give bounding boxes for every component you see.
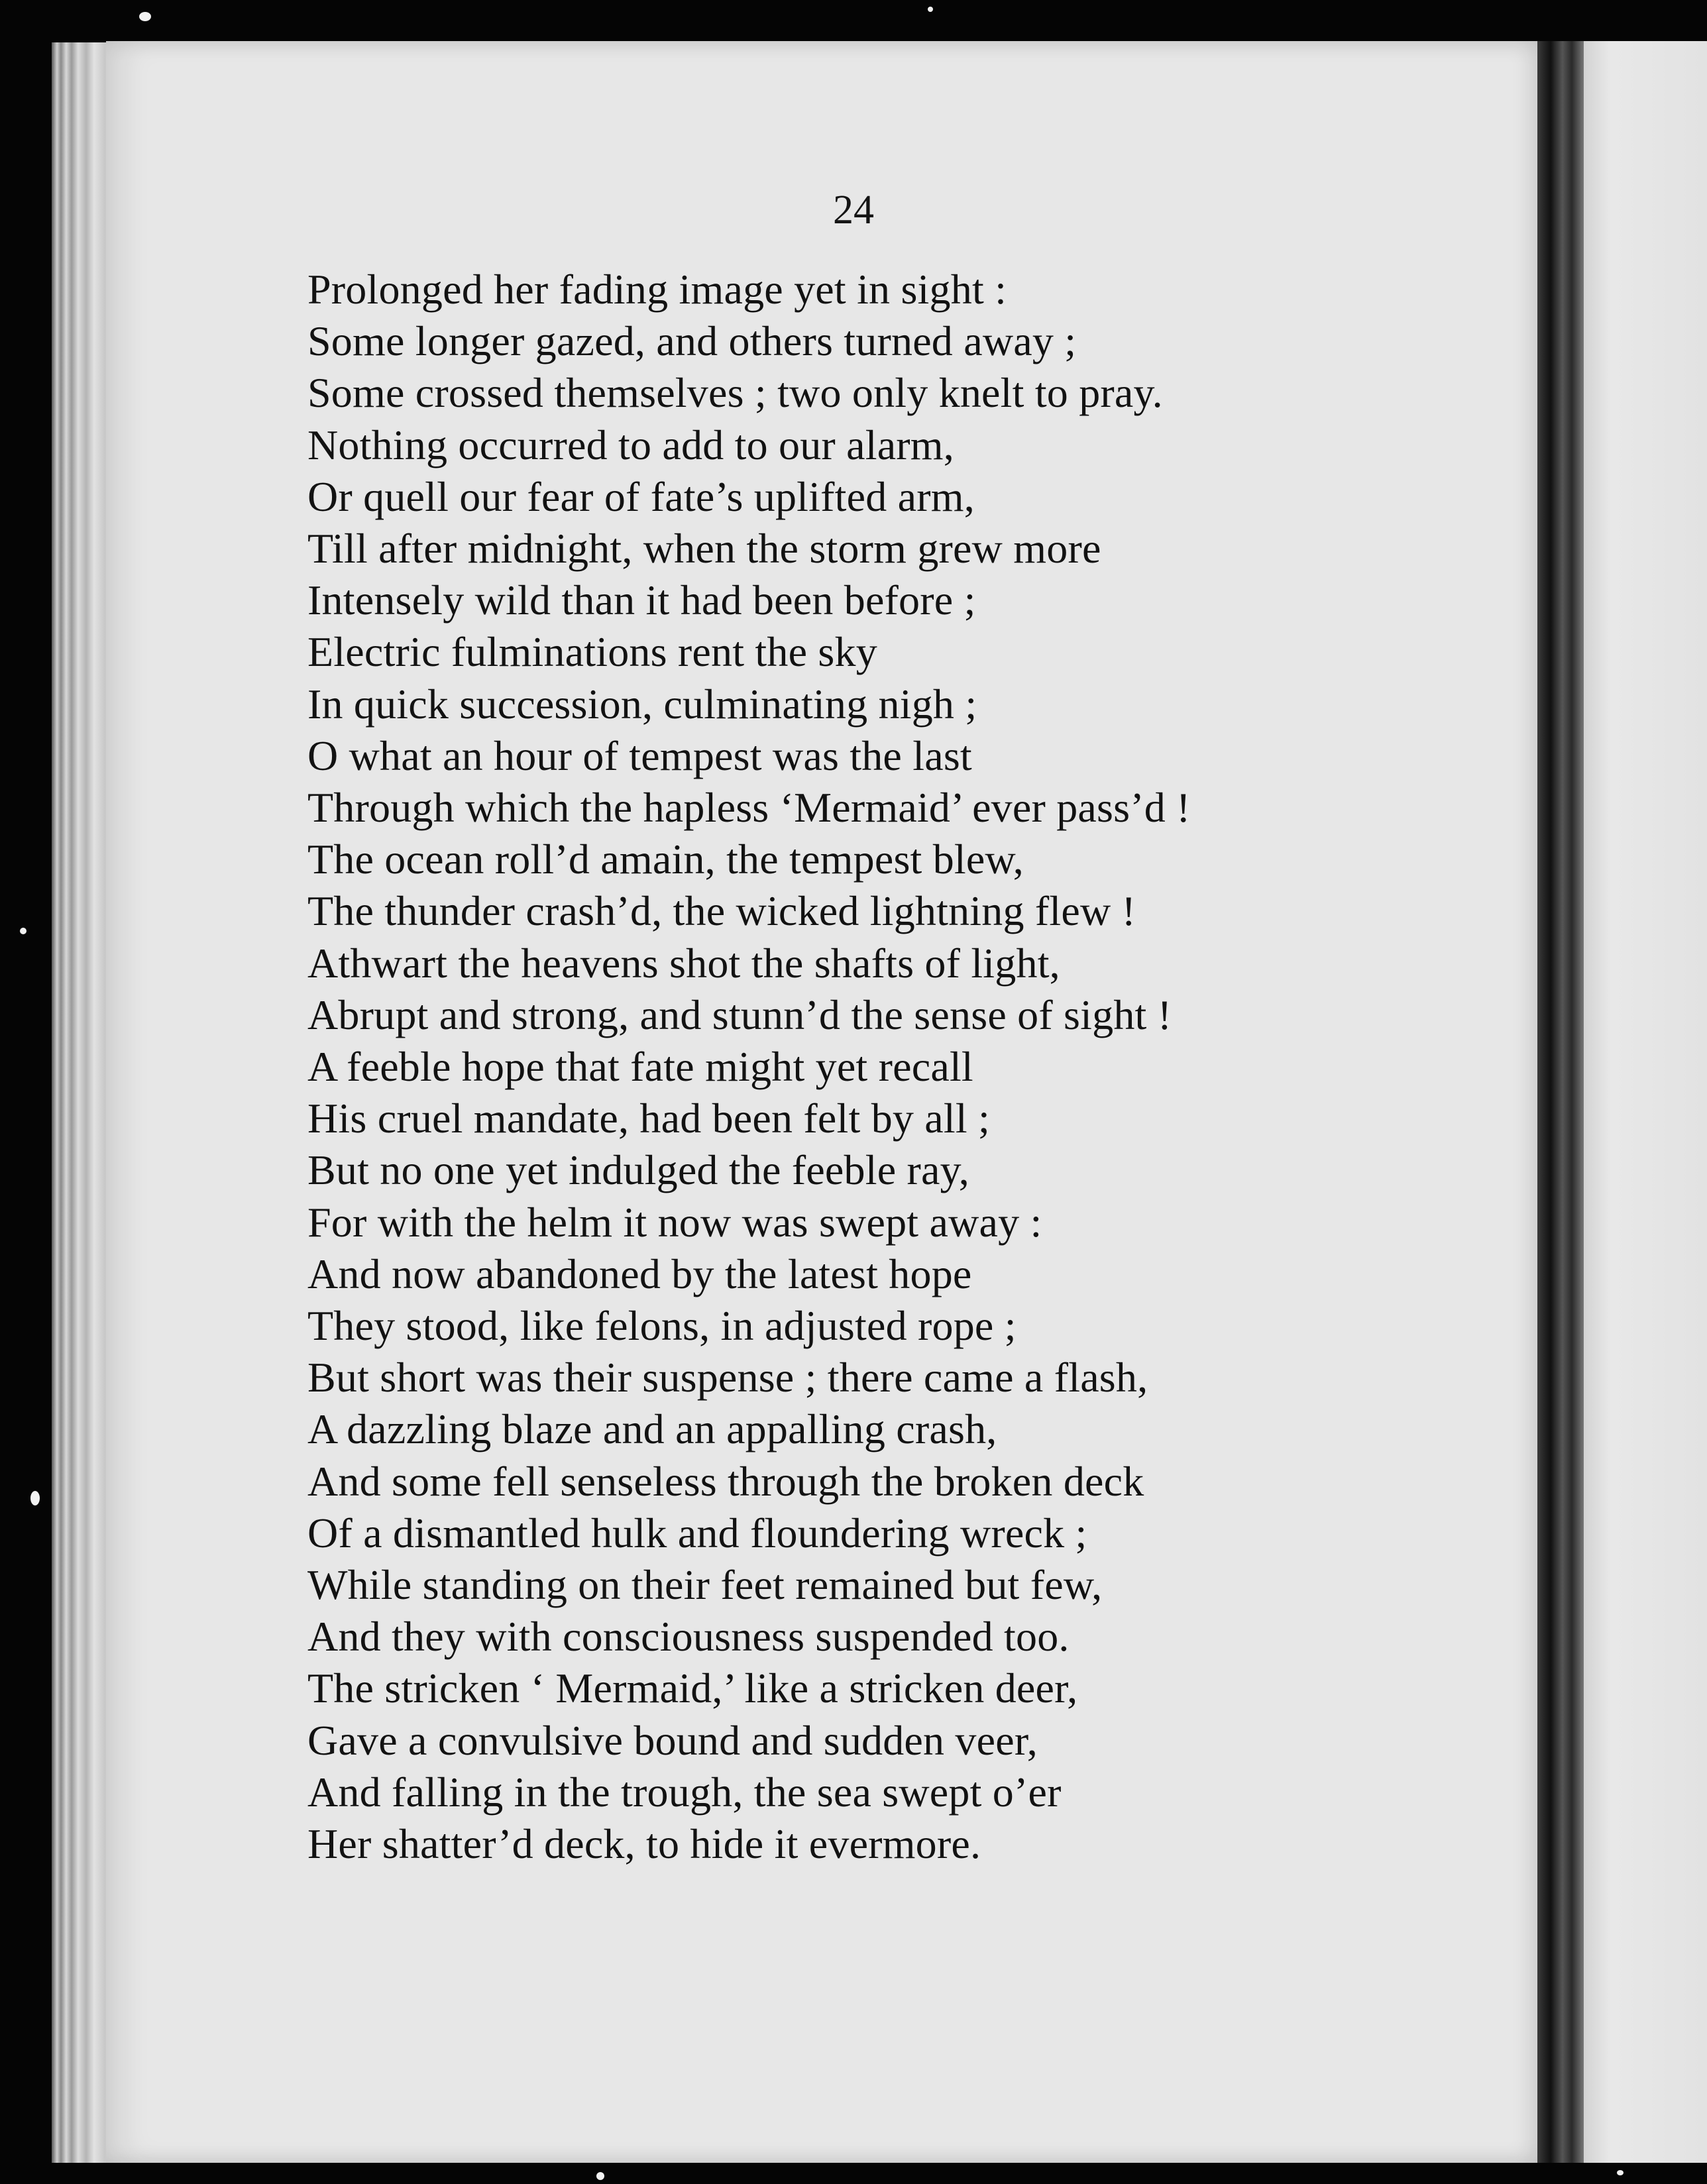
poem-line: They stood, like felons, in adjusted rope ; (307, 1302, 1017, 1350)
dust-speck (139, 12, 151, 21)
poem-line: And falling in the trough, the sea swept o’er (307, 1768, 1062, 1816)
poem-line: But no one yet indulged the feeble ray, (307, 1146, 969, 1194)
dust-speck (928, 7, 933, 12)
facing-page (1584, 41, 1707, 2163)
poem-line: Through which the hapless ‘Mermaid’ ever pass’d ! (307, 784, 1191, 832)
poem-line: Abrupt and strong, and stunn’d the sense of sight ! (307, 991, 1172, 1038)
book-gutter (1537, 41, 1584, 2163)
poem-line: O what an hour of tempest was the last (307, 732, 972, 779)
poem-line: Of a dismantled hulk and floundering wreck ; (307, 1509, 1087, 1556)
dust-speck (596, 2172, 604, 2180)
poem-line: A dazzling blaze and an appalling crash, (307, 1405, 997, 1453)
dust-speck (1617, 2170, 1624, 2175)
poem-line: And some fell senseless through the broken deck (307, 1457, 1144, 1505)
poem-text (307, 264, 1407, 1870)
poem-line: Gave a convulsive bound and sudden veer, (307, 1716, 1038, 1764)
poem-line: Some crossed themselves ; two only knelt to pray. (307, 369, 1163, 417)
poem-line: Nothing occurred to add to our alarm, (307, 421, 954, 468)
poem-line: Some longer gazed, and others turned away ; (307, 317, 1077, 365)
poem-line: Or quell our fear of fate’s uplifted arm, (307, 472, 975, 520)
poem-line: And they with consciousness suspended too. (307, 1613, 1070, 1661)
poem-line: The ocean roll’d amain, the tempest blew, (307, 836, 1024, 883)
poem-line: The thunder crash’d, the wicked lightning flew ! (307, 887, 1136, 935)
poem-line: Prolonged her fading image yet in sight : (307, 266, 1007, 313)
poem-line: The stricken ‘ Mermaid,’ like a stricken deer, (307, 1665, 1078, 1712)
page-number: 24 (833, 188, 874, 233)
poem-line: Intensely wild than it had been before ; (307, 576, 976, 624)
poem-line: Athwart the heavens shot the shafts of light, (307, 939, 1060, 987)
dust-speck (30, 1491, 40, 1505)
dust-speck (20, 928, 27, 934)
poem-line: While standing on their feet remained but few, (307, 1561, 1103, 1609)
poem-line: But short was their suspense ; there came a flash, (307, 1354, 1148, 1401)
poem-line: Electric fulminations rent the sky (307, 628, 877, 676)
poem-line: A feeble hope that fate might yet recall (307, 1043, 973, 1091)
poem-line: Till after midnight, when the storm grew more (307, 525, 1101, 573)
poem-line: Her shatter’d deck, to hide it evermore. (307, 1820, 981, 1868)
poem-line: In quick succession, culminating nigh ; (307, 680, 977, 728)
poem-line: And now abandoned by the latest hope (307, 1250, 972, 1297)
poem-line: His cruel mandate, had been felt by all ; (307, 1095, 991, 1142)
poem-line: For with the helm it now was swept away : (307, 1198, 1042, 1246)
